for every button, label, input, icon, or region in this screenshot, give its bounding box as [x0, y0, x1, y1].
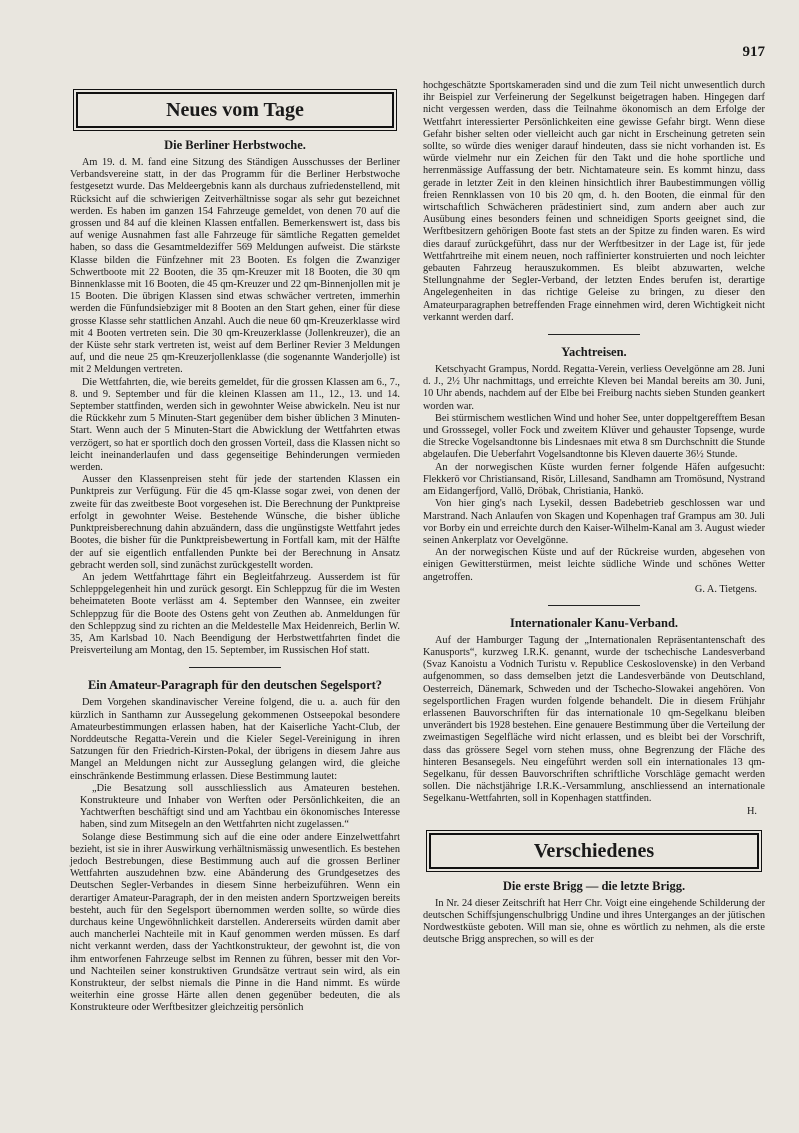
article-paragraph: Ausser den Klassenpreisen steht für jede der startenden Klassen ein Punktpreis zur Verfügung. Für die 45 qm-Klasse sogar zwei, von denen der zweite für das zweitbeste Boot vorgesehen ist. Die Berechnung der Punktpreise erfolgt in gewohnter Weise. Bestehende Wünsche, die bisher übliche Punktpreisberechnung dahin abzuändern, dass die ungünstigste Wettfahrt jedes Bootes, die bisher für die Punktpreisbewertung in Fortfall kam, mit der Hälfte der auf sie eigentlich entfallenden Punkte bei der Berechnung in Ansatz gebracht werden soll, sind zunächst zurückgestellt worden.: [70, 474, 400, 571]
right-column: [423, 80, 765, 946]
article-title-amateur: Ein Amateur-Paragraph für den deutschen Segelsport?: [87, 678, 383, 693]
article-paragraph: Dem Vorgehen skandinavischer Vereine folgend, die u. a. auch für den kürzlich in Santhamn zur Aussegelung gekommenen Ostseepokal besondere Amateurbestimmungen erlassen haben, hat der Kaiserliche Yacht-Club, der Norddeutsche Regatta-Verein und die Kieler Segel-Vereinigung in ihren Satzungen für den Friedrich-Kirsten-Pokal, der übrigens in diesem Jahre aus Mangel an Meldungen nicht zur Ausseglung gelangen wird, die gleiche einschränkende Bestimmung erlassen. Diese Bestimmung lautet:: [70, 697, 400, 782]
article-title-kanu: Internationaler Kanu-Verband.: [509, 615, 679, 630]
page-number: 917: [742, 44, 765, 60]
article-paragraph: An der norwegischen Küste wurden ferner folgende Häfen aufgesucht: Flekkerö vor Christiansand, Risör, Lillesand, Sandhamn am Tromösund, Nystrand am Eidangerfjord, Vallö, Dröbak, Christiania, Hankö.: [423, 461, 765, 498]
article-paragraph: Auf der Hamburger Tagung der „Internationalen Repräsentantenschaft des Kanusports“, kurzweg I.R.K. genannt, wurde der tschechische Landesverband (Svaz Kanoistu a Vodnich Turistu v. Republice Ceskoslovenske) in den Verband aufgenommen, so dass demselben jetzt die Landesverbände von Deutschland, Oesterreich, Dänemark, Schweden und der Tschecho-Slowakei angehören. Von segelsportlichen Fragen wurden folgende behandelt. Die in diesem Frühjahr erlassenen Bauvorschriften für das internationale 10 qm-Segelkanu bleiben unverändert bis 1928 bestehen. Eine genauere Bestimmung über die Verteilung der zweimastigen Segelfläche wird nicht erlassen, und es bleibt bei der Vorschrift, dass das grössere Segel vorn stehen muss, ohne Begrenzung der Fläche des hinteren Besansegels. Neu eingeführt werden soll ein internationales 13 qm-Segelkanu, für dessen Bauvorschriften schriftliche Vorschläge gemacht werden sollen. Die nächstjährige I.R.K.-Versammlung, anschliessend an internationale Segelkanu-Wettfahrten, soll in Kopenhagen stattfinden.: [423, 634, 765, 805]
section-title-verschiedenes: Verschiedenes: [429, 833, 759, 869]
divider: [548, 334, 640, 335]
left-column: [70, 76, 400, 1015]
author-signature: H.: [746, 805, 757, 817]
article-title-herbstwoche: Die Berliner Herbstwoche.: [164, 138, 306, 152]
author-signature: G. A. Tietgens.: [694, 583, 757, 595]
article-quote: „Die Besatzung soll ausschliesslich aus Amateuren bestehen. Konstrukteure und Inhaber von Werften oder Persönlichkeiten, die an Yachtwerften beschäftigt sind und am Yachtbau ein ökonomisches Interesse haben, sind zum Mitsegeln an den Wettfahrten nicht zugelassen.“: [80, 782, 400, 831]
article-paragraph: Bei stürmischem westlichen Wind und hoher See, unter doppeltgerefftem Besan und Grosssegel, voller Fock und zweitem Klüver und gehauster Topsenge, wurde die Strecke Vogelsandtonne bis Lindesnaes mit etwa 8 sm Durchschnitt die Stunde abgelaufen. Die Ueberfahrt Vogelsandtonne bis Kleven dauerte 36½ Stunde.: [423, 412, 765, 461]
divider: [548, 605, 640, 606]
article-paragraph-continued: hochgeschätzte Sportskameraden sind und die zum Teil nicht unwesentlich durch ihr Beispiel zur Verfeinerung der Segelkunst beigetragen haben. Hingegen darf nicht vergessen werden, dass die Teilnahme ökonomisch an dem Erfolge der Wettfahrt interessierter Persönlichkeiten eine gewisse Gefahr birgt. Wenn diese Gefahr bisher selten oder vielleicht auch gar nicht in Erscheinung getreten sein sollte, so würde dies weniger darauf hindeuten, dass sie nicht vorhanden ist. Es würde vielmehr nur ein Zeichen für den Takt und die hohe sportliche und herrenmässige Auffassung der betr. Nichtamateure sein. Es kommt hinzu, dass gerade in letzter Zeit in den kleinen hinsichtlich ihrer Baubestimmungen völlig freien Rennklassen von 10 bis 20 qm, d. h. den Booten, die einmal für den wirtschaftlich Schwächeren prädestiniert sind, zum andern aber auch zur Ausübung eines besonders feinen und schneidigen Sports geeignet sind, die Werftbesitzern gehörigen Boote fast stets an der Spitze zu finden waren. Es wird dies darauf zurückgeführt, dass nur der Werftbesitzer in der Lage ist, für jede Wettfahrtreihe mit einem neuen, noch raffinierter konstruierten und noch leichter gebauten Fahrzeug herauszukommen. Es bleibt abzuwarten, welche Stellungnahme der Segler-Verband, der letzten Endes berufen ist, derartige Angelegenheiten in das richtige Geleise zu bringen, zu dieser den Amateurparagraphen betreffenden Frage einnehmen wird, deren Wichtigkeit nicht verkannt werden darf.: [423, 80, 765, 323]
article-paragraph: Solange diese Bestimmung sich auf die eine oder andere Einzelwettfahrt bezieht, ist sie in ihrer Auswirkung verhältnismässig unwesentlich. Es bestehen jedoch Bestrebungen, diese Bestimmung auch auf die grossen Berliner Wettfahrten auszudehnen bzw. eine Abänderung des Grundgesetzes des Deutschen Segler-Verbandes in diesem Sinne herbeizuführen. Wenn ein derartiger Amateur-Paragraph, der in den meisten andern Sportzweigen bereits besteht, auch für den Segelsport übernommen werden sollte, so würde dies durchaus keine Ungewöhnlichkeit darstellen. Andererseits würden damit aber auch mancherlei Nachteile mit in Kauf genommen werden müssen. Es darf nicht verkannt werden, dass der Yachtkonstrukteur, der gewohnt ist, die von ihm entworfenen Fahrzeuge selbst im Rennen zu führen, besser mit den Vor- und Nachteilen seiner konstruktiven Grundsätze vertraut sein wird, als ein Konstrukteur, der selbst niemals die Pinne in die Hand nimmt. Es würde weiterhin eine grosse Härte allen denen gegenüber bedeuten, die als Konstrukteure oder Werftbesitzer gleichzeitig persönlich: [70, 831, 400, 1014]
article-title-brigg: Die erste Brigg — die letzte Brigg.: [502, 878, 686, 893]
article-paragraph: Die Wettfahrten, die, wie bereits gemeldet, für die grossen Klassen am 6., 7., 8. und 9. September und für die kleinen Klassen am 11., 12., 13. und 14. September stattfinden, werden sich in gewohnter Weise abwickeln. Neu ist nur die Rückkehr zum 5 Minuten-Start gegenüber dem bisher üblichen 3 Minuten-Start. Wenn auch der 5 Minuten-Start die Abwicklung der Wettfahrten etwas verzögert, so hat er sportlich doch den grossen Vorteil, dass die Klassen nicht so leicht ineinanderlaufen und dass gegenseitige Behinderungen vermieden werden.: [70, 376, 400, 474]
article-paragraph: Am 19. d. M. fand eine Sitzung des Ständigen Ausschusses der Berliner Verbandsvereine statt, in der das Programm für die Berliner Herbstwoche festgesetzt wurde. Das Meldeergebnis kann als durchaus zufriedenstellend, mit Rücksicht auf die schwierigen Zeitverhältnisse sogar als sehr gut bezeichnet werden. Es haben im ganzen 154 Fahrzeuge gemeldet, von denen 70 auf die grossen und 84 auf die kleinen Klassen entfallen. Bemerkenswert ist, dass bis auf wenige Ausnahmen fast alle Fahrzeuge für sämtliche Regatten gemeldet haben, so dass die Gesamtmeldeziffer 569 Meldungen aufweist. Die stärkste Klasse bilden die Fünfzehner mit 23 Booten. Es folgen die Zwanziger Schwertboote mit 22 Booten, die 35 qm-Kreuzer mit 18 Booten, die 30 qm Binnenklasse mit 16 Booten, die 45 qm-Kreuzer und 22 qm-Binnenjollen mit je 15 Booten. Die übrigen Klassen sind etwas schwächer vertreten, immerhin werden die Fünfundsiebziger mit 8 Booten an den Start gehen, einer für diese grosse Klasse sehr stattlichen Anzahl. Auch die neue 60 qm-Kreuzerklasse wird mit 4 Booten vertreten sein. Die 30 qm-Kreuzerklasse (Jollenkreuzer), die an der Küste sehr stark vertreten ist, weist auf dem Berliner Revier 3 Meldungen auf, und die neue 25 qm-Kreuzerjollenklasse (die sogenannte Wanderjolle) ist mit 2 Meldungen vertreten.: [70, 157, 400, 376]
divider: [189, 667, 281, 668]
section-title-neues-vom-tage: Neues vom Tage: [76, 92, 394, 128]
article-paragraph: An der norwegischen Küste und auf der Rückreise wurden, abgesehen von einigen Gewitterstürmen, meist leichte südliche Winde und schönes Wetter angetroffen.: [423, 547, 765, 583]
article-paragraph: In Nr. 24 dieser Zeitschrift hat Herr Chr. Voigt eine eingehende Schilderung der deutschen Schiffsjungenschulbrigg Undine und ihres Unterganges an der jütischen Nordwestküste geboten. Will man sie, ohne es wörtlich zu nehmen, als die erste deutsche Brigg ansprechen, so will es der: [423, 897, 765, 946]
article-paragraph: An jedem Wettfahrttage fährt ein Begleitfahrzeug. Ausserdem ist für Schleppgelegenheit hin und zurück gesorgt. Ein Schleppzug für die im Westen beheimateten Boote verlässt am 4. September den Wannsee, ein zweiter Schleppzug für die Boote des Ostens geht von Zeuthen ab. Anmeldungen für den Schleppzug sind zu richten an die Meldestelle Max Heidenreich, Berlin W. 35, Am Karlsbad 10. Nach Beendigung der Herbstwettfahrten findet die Preisverteilung am Montag, den 15. September, im Russischen Hof statt.: [70, 571, 400, 657]
article-paragraph: Von hier ging's nach Lysekil, dessen Badebetrieb geschlossen war und Marstrand. Nach Anlaufen von Skagen und Kopenhagen traf Grampus am 30. Juli vor Borby ein und erreichte durch den Kaiser-Wilhelm-Kanal am 3. August wieder seinen Ankerplatz vor Oevelgönne.: [423, 498, 765, 546]
article-paragraph: Ketschyacht Grampus, Nordd. Regatta-Verein, verliess Oevelgönne am 28. Juni d. J., 2½ Uhr nachmittags, und erreichte Kleven bei Mandal bereits am 30. Juni, 10 Uhr abends, nachdem auf der Elbe bei Freiburg nachts sieben Stunden geankert worden war.: [423, 364, 765, 412]
article-title-yachtreisen: Yachtreisen.: [561, 345, 627, 360]
